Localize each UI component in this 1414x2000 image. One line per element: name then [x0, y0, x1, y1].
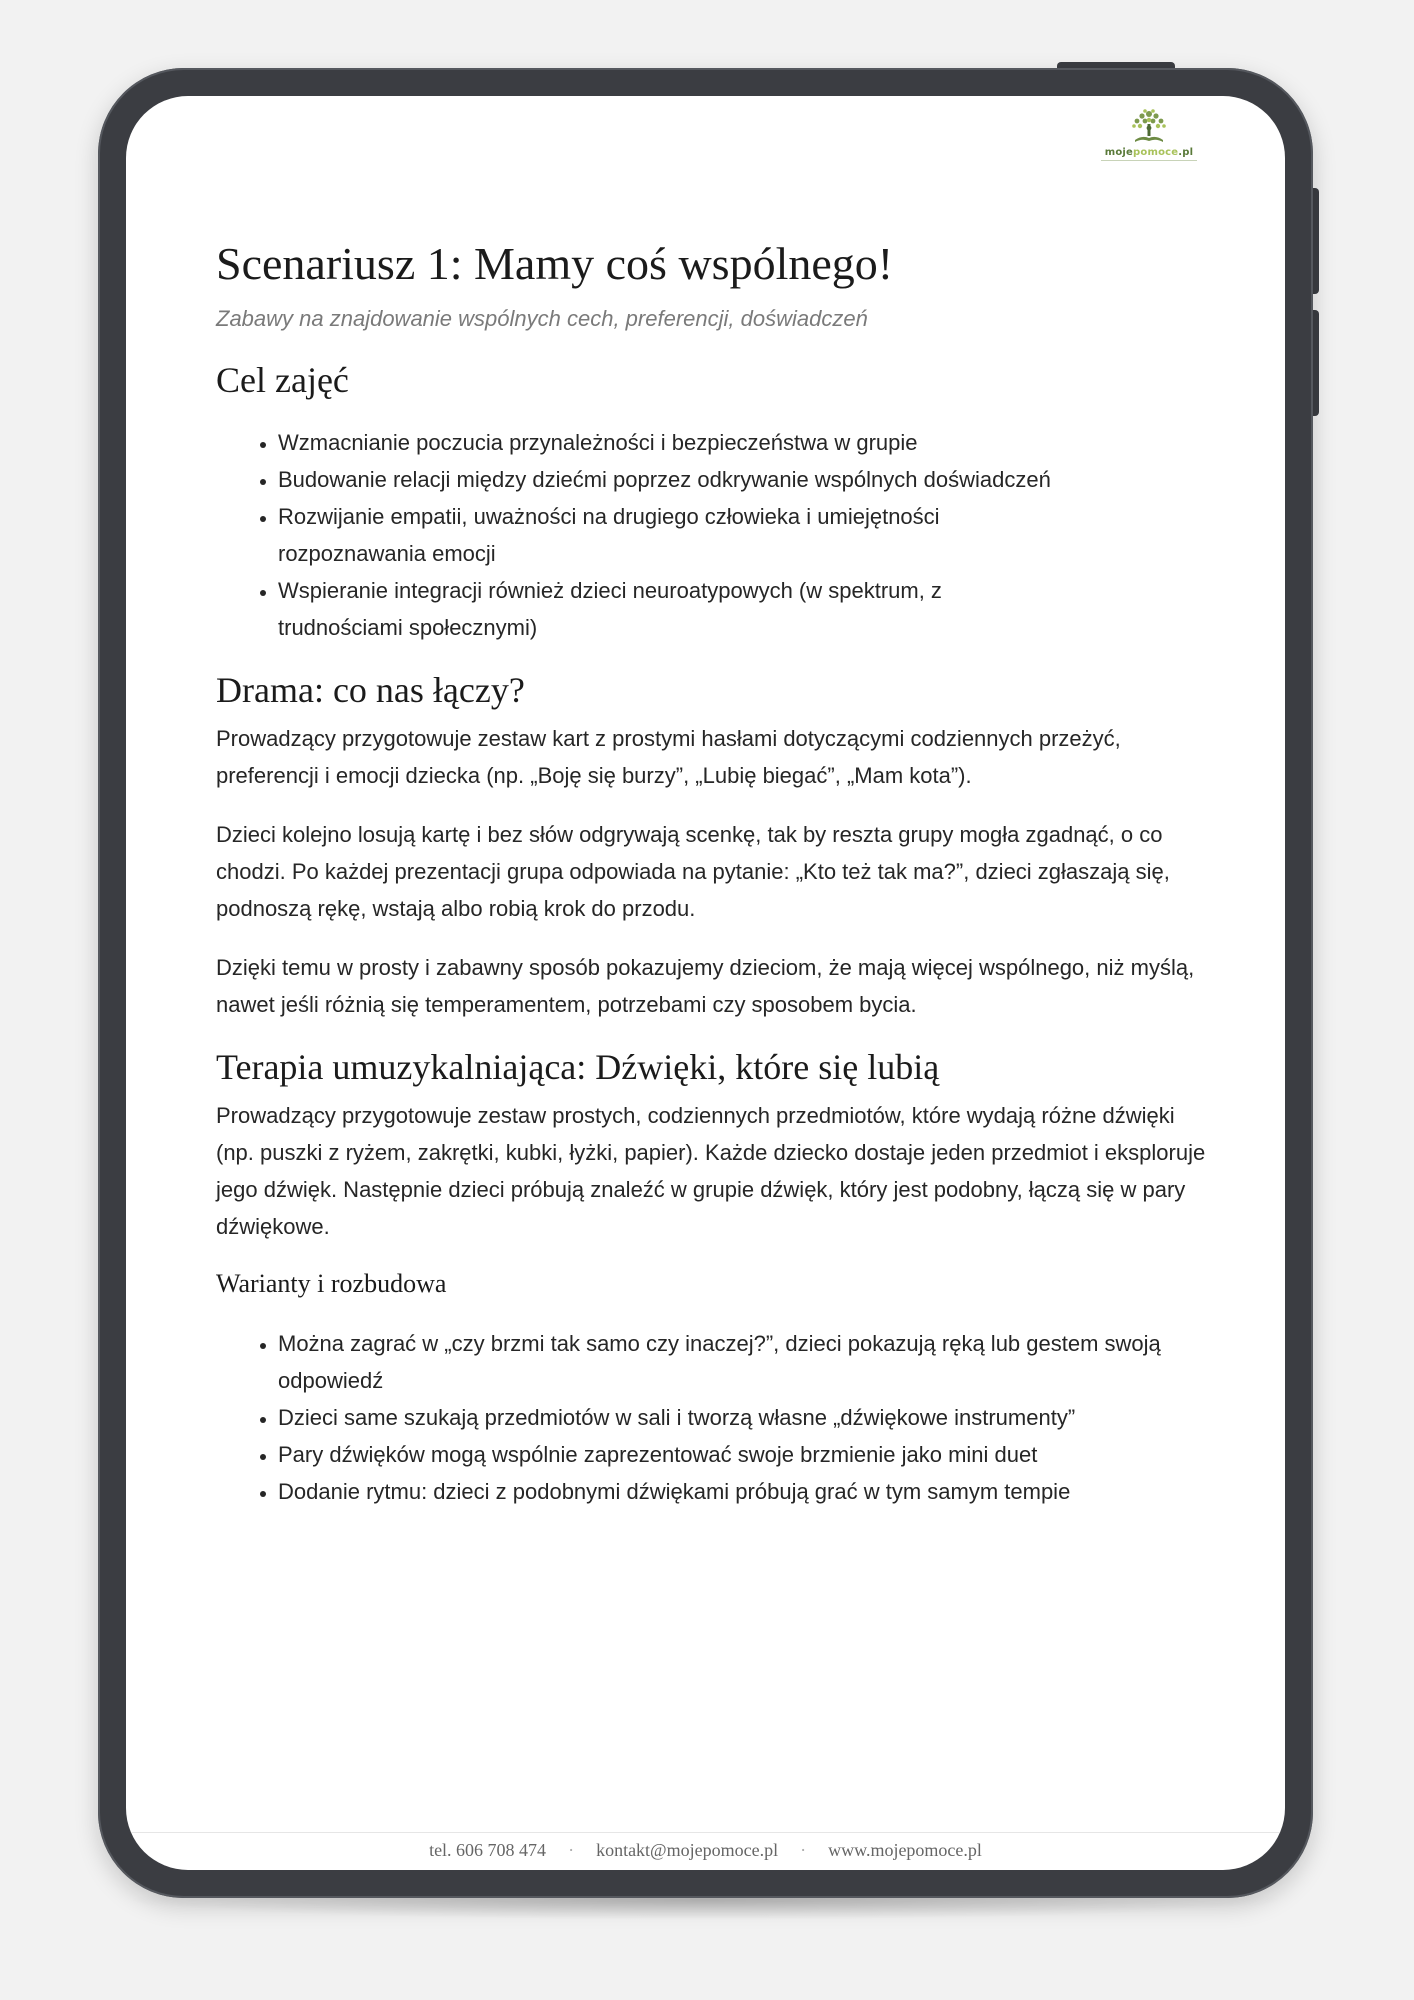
page-footer — [126, 1840, 1285, 1861]
drama-paragraph: Prowadzący przygotowuje zestaw kart z prostymi hasłami dotyczącymi codziennych przeżyć, preferencji i emocji dziecka (np. „Boję się burzy”, „Lubię biegać”, „Mam kota”). — [216, 726, 1121, 788]
variant-item: • Można zagrać w „czy brzmi tak samo czy inaczej?”, dzieci pokazują ręką lub gestem swoją odpowiedź — [278, 1325, 1216, 1399]
variant-item: • Dzieci same szukają przedmiotów w sali i tworzą własne „dźwiękowe instrumenty” — [278, 1399, 1216, 1436]
logo-part-3: .pl — [1178, 147, 1194, 158]
tablet-screen — [126, 96, 1285, 1870]
variants-heading: Warianty i rozbudowa — [216, 1269, 447, 1298]
drama-paragraph: Dzieci kolejno losują kartę i bez słów odgrywają scenkę, tak by reszta grupy mogła zgadnąć, o co chodzi. Po każdej prezentacji grupa odpowiada na pytanie: „Kto też tak ma?”, dzieci zgłaszają się, podnoszą rękę, wstają albo robią krok do przodu. — [216, 822, 1170, 921]
logo-underline — [1101, 160, 1197, 161]
goal-item: • Wspieranie integracji również dzieci neuroatypowych (w spektrum, z trudnościami społecznymi) — [278, 572, 1216, 646]
footer-separator: · — [568, 1840, 575, 1860]
document-content — [216, 236, 1216, 1510]
goal-list — [216, 424, 1216, 646]
footer-divider — [126, 1832, 1285, 1833]
goal-item: • Budowanie relacji między dziećmi poprzez odkrywanie wspólnych doświadczeń — [278, 461, 1216, 498]
variant-item: • Dodanie rytmu: dzieci z podobnymi dźwiękami próbują grać w tym samym tempie — [278, 1473, 1216, 1510]
goal-heading: Cel zajęć — [216, 360, 349, 400]
document-subtitle: Zabawy na znajdowanie wspólnych cech, preferencji, doświadczeń — [216, 306, 868, 331]
logo-part-1: moje — [1104, 147, 1134, 158]
document-title: Scenariusz 1: Mamy coś wspólnego! — [216, 238, 894, 289]
drama-paragraph: Dzięki temu w prosty i zabawny sposób pokazujemy dzieciom, że mają więcej wspólnego, niż myślą, nawet jeśli różnią się temperamentem, potrzebami czy sposobem bycia. — [216, 955, 1195, 1017]
logo-part-2: pomoce — [1133, 147, 1179, 158]
tree-logo-icon — [1125, 106, 1173, 146]
footer-website[interactable]: www.mojepomoce.pl — [828, 1840, 982, 1860]
footer-phone: tel. 606 708 474 — [429, 1840, 547, 1860]
variant-item: • Pary dźwięków mogą wspólnie zaprezentować swoje brzmienie jako mini duet — [278, 1436, 1216, 1473]
music-heading: Terapia umuzykalniająca: Dźwięki, które się lubią — [216, 1047, 940, 1087]
logo-wordmark — [1105, 147, 1194, 158]
footer-email[interactable]: kontakt@mojepomoce.pl — [596, 1840, 779, 1860]
goal-item: • Wzmacnianie poczucia przynależności i bezpieczeństwa w grupie — [278, 424, 1216, 461]
footer-separator: · — [800, 1840, 807, 1860]
variants-list — [216, 1325, 1216, 1510]
goal-item: • Rozwijanie empatii, uważności na drugiego człowieka i umiejętności rozpoznawania emocji — [278, 498, 1216, 572]
music-paragraph: Prowadzący przygotowuje zestaw prostych, codziennych przedmiotów, które wydają różne dźwięki (np. puszki z ryżem, zakrętki, kubki, łyżki, papier). Każde dziecko dostaje jeden przedmiot i eksploruje jego dźwięk. Następnie dzieci próbują znaleźć w grupie dźwięk, który jest podobny, łączą się w pary dźwiękowe. — [216, 1103, 1206, 1239]
drama-heading: Drama: co nas łączy? — [216, 670, 525, 710]
brand-logo — [1094, 106, 1204, 170]
